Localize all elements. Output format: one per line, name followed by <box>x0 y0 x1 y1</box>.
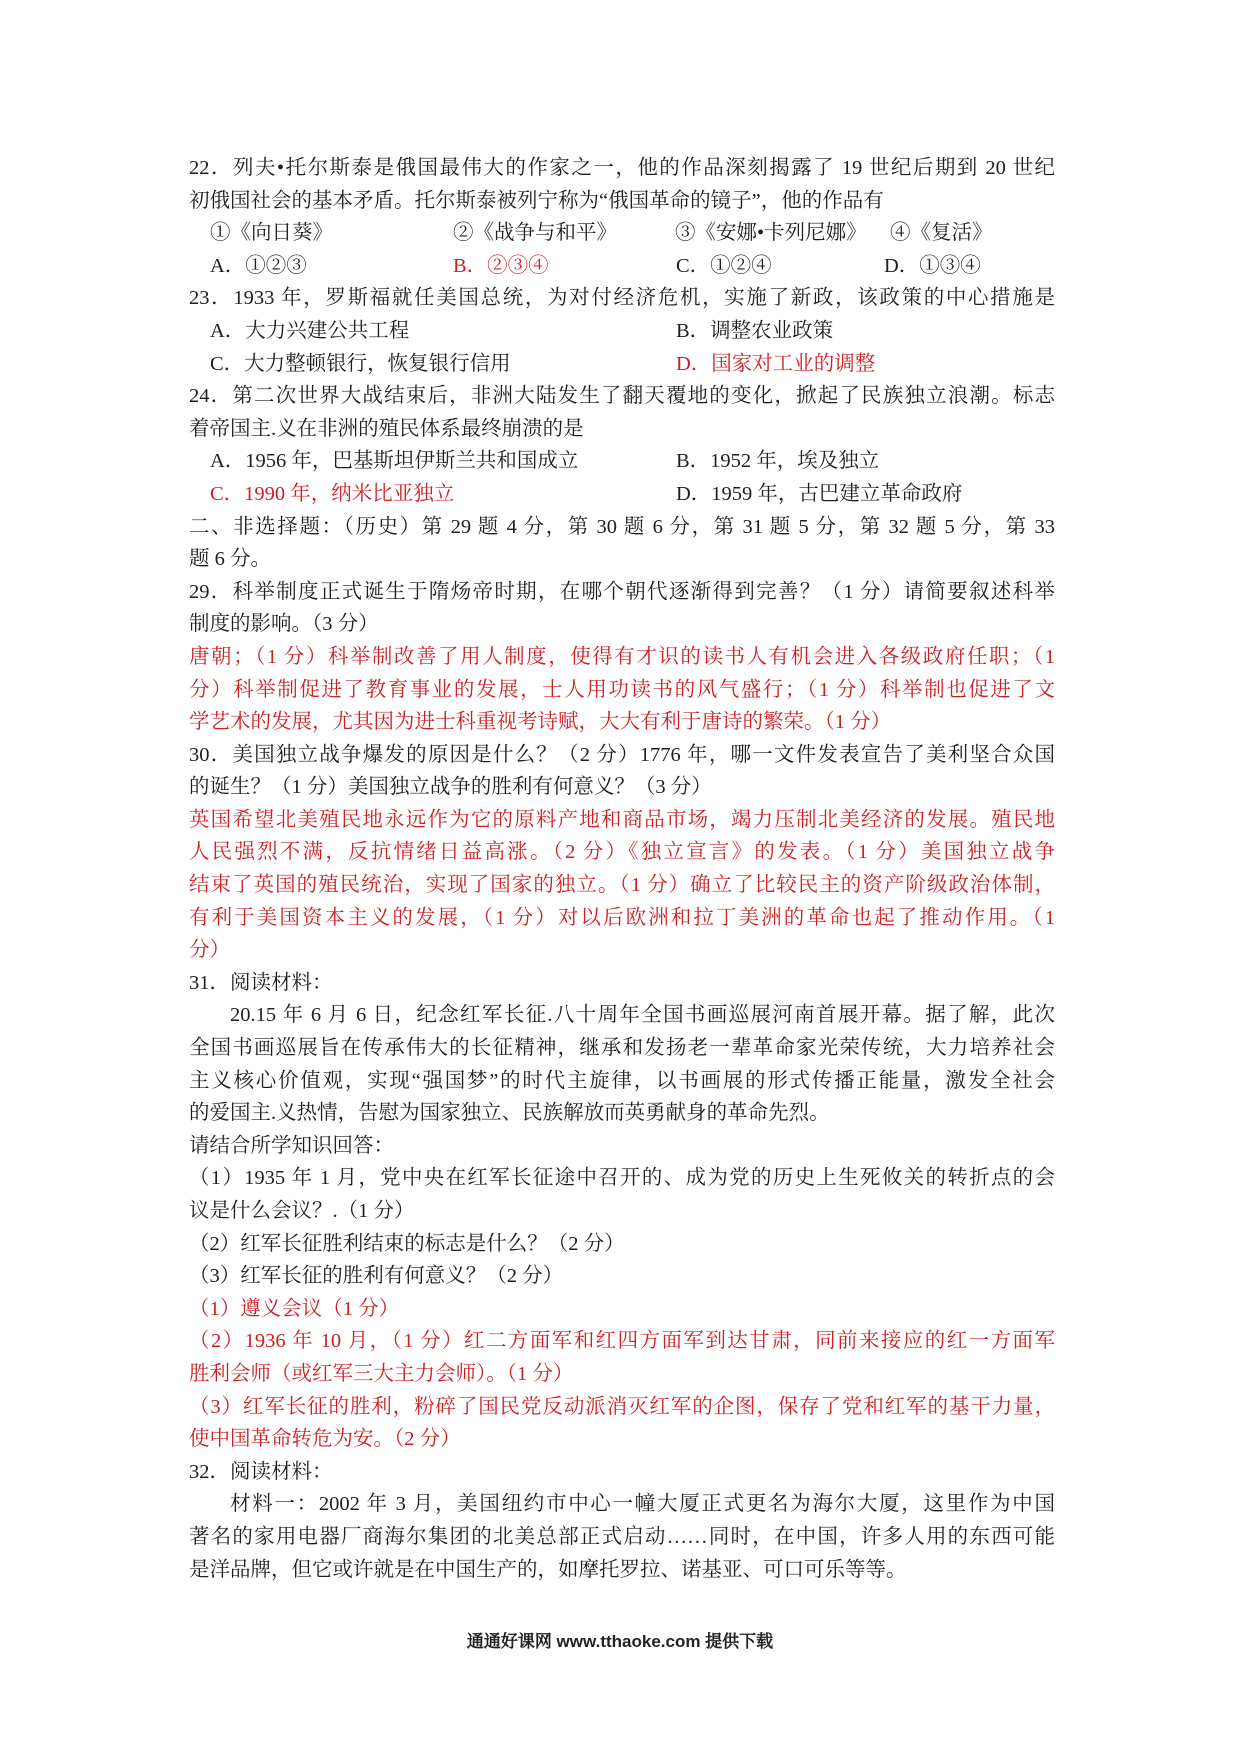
q22-options-row <box>189 250 1055 283</box>
q30-answer-line: 英国希望北美殖民地永远作为它的原料产地和商品市场，竭力压制北美经济的发展。殖民地 <box>189 808 1055 831</box>
q31-subquestion-line: （3）红军长征的胜利有何意义？（2 分） <box>189 1265 564 1288</box>
q24-option-d: D．1959 年，古巴建立革命政府 <box>676 482 963 505</box>
q24-stem-line: 着帝国主.义在非洲的殖民体系最终崩溃的是 <box>189 417 584 440</box>
q30-answer-line: 有利于美国资本主义的发展，（1 分）对以后欧洲和拉丁美洲的革命也起了推动作用。（1 <box>189 906 1055 929</box>
q24-option-b: B．1952 年，埃及独立 <box>676 450 880 473</box>
q24-option-c-answer: C．1990 年，纳米比亚独立 <box>210 482 455 505</box>
q30-stem-line: 的诞生？（1 分）美国独立战争的胜利有何意义？（3 分） <box>189 776 712 799</box>
q32-material-line: 著名的家用电器厂商海尔集团的北美总部正式启动……同时，在中国，许多人用的东西可能 <box>189 1525 1055 1548</box>
q31-answer-line: （1）遵义会议（1 分） <box>189 1297 400 1320</box>
q31-material-line: 20.15 年 6 月 6 日，纪念红军长征.八十周年全国书画巡展河南首展开幕。据了解，此次 <box>230 1004 1055 1027</box>
q30-stem-line: 30．美国独立战争爆发的原因是什么？（2 分）1776 年，哪一文件发表宣告了美利坚合众国 <box>189 743 1055 766</box>
q23-stem-line: 23．1933 年，罗斯福就任美国总统，为对付经济危机，实施了新政，该政策的中心措施是 <box>189 287 1055 310</box>
q29-answer-line: 分）科举制促进了教育事业的发展，士人用功读书的风气盛行；（1 分）科举制也促进了文 <box>189 678 1055 701</box>
section2-heading-line: 题 6 分。 <box>189 548 271 571</box>
q32-stem: 32．阅读材料： <box>189 1460 333 1483</box>
q22-item-2: ②《战争与和平》 <box>453 222 617 245</box>
q31-subquestion-line: 议是什么会议？.（1 分） <box>189 1200 415 1222</box>
q31-stem: 31．阅读材料： <box>189 971 333 994</box>
q22-item-3: ③《安娜•卡列尼娜》 <box>675 222 867 245</box>
q30-answer-line: 结束了英国的殖民统治，实现了国家的独立。（1 分）确立了比较民主的资产阶级政治体制， <box>189 874 1055 897</box>
q31-subquestion-line: （1）1935 年 1 月，党中央在红军长征途中召开的、成为党的历史上生死攸关的转折点的会 <box>189 1167 1055 1190</box>
q31-prompt: 请结合所学知识回答： <box>189 1134 394 1157</box>
q23-options-row <box>189 348 1055 381</box>
q30-answer-line: 人民强烈不满，反抗情绪日益高涨。（2 分）《独立宣言》的发表。（1 分）美国独立战争 <box>189 841 1055 864</box>
q23-option-a: A．大力兴建公共工程 <box>210 319 410 342</box>
q22-option-a: A．①②③ <box>210 254 307 277</box>
q23-option-d-answer: D．国家对工业的调整 <box>676 352 876 375</box>
q31-material-line: 主义核心价值观，实现“强国梦”的时代主旋律，以书画展的形式传播正能量，激发全社会 <box>189 1069 1055 1092</box>
q31-material-line: 的爱国主.义热情，告慰为国家独立、民族解放而英勇献身的革命先烈。 <box>189 1102 830 1125</box>
q24-options-row <box>189 445 1055 478</box>
q23-options-row <box>189 315 1055 348</box>
q29-answer-line: 唐朝；（1 分）科举制改善了用人制度，使得有才识的读书人有机会进入各级政府任职；（1 <box>189 645 1055 668</box>
q24-option-a: A．1956 年，巴基斯坦伊斯兰共和国成立 <box>210 450 579 473</box>
q22-stem-line: 22．列夫•托尔斯泰是俄国最伟大的作家之一，他的作品深刻揭露了 19 世纪后期到 20 世纪 <box>189 157 1055 179</box>
q29-stem-line: 29．科举制度正式诞生于隋炀帝时期，在哪个朝代逐渐得到完善？（1 分）请简要叙述科举 <box>189 580 1055 603</box>
footer-download-credit: 通通好课网 www.tthaoke.com 提供下载 <box>466 1632 774 1651</box>
q31-answer-line: 使中国革命转危为安。（2 分） <box>189 1428 461 1451</box>
q32-material-line: 是洋品牌，但它或许就是在中国生产的，如摩托罗拉、诺基亚、可口可乐等等。 <box>189 1558 907 1581</box>
q24-options-row <box>189 478 1055 511</box>
q22-item-1: ①《向日葵》 <box>210 222 333 245</box>
section2-heading-line: 二、非选择题：（历史）第 29 题 4 分，第 30 题 6 分，第 31 题 5 分，第 32 题 5 分，第 33 <box>189 515 1055 538</box>
q31-answer-line: （3）红军长征的胜利，粉碎了国民党反动派消灭红军的企图，保存了党和红军的基干力量， <box>189 1395 1055 1418</box>
q30-answer-line: 分） <box>189 939 230 962</box>
q29-stem-line: 制度的影响。（3 分） <box>189 613 379 636</box>
q29-answer-line: 学艺术的发展，尤其因为进士科重视考诗赋，大大有利于唐诗的繁荣。（1 分） <box>189 711 892 734</box>
q31-material-line: 全国书画巡展旨在传承伟大的长征精神，继承和发扬老一辈革命家光荣传统，大力培养社会 <box>189 1037 1055 1060</box>
q23-option-c: C．大力整顿银行，恢复银行信用 <box>210 352 511 375</box>
q22-stem-line: 初俄国社会的基本矛盾。托尔斯泰被列宁称为“俄国革命的镜子”，他的作品有 <box>189 189 884 212</box>
exam-page-body <box>189 152 1055 1586</box>
q31-answer-line: 胜利会师（或红军三大主力会师）。（1 分） <box>189 1362 574 1385</box>
q22-option-d: D．①③④ <box>884 254 981 277</box>
q32-material-line: 材料一：2002 年 3 月，美国纽约市中心一幢大厦正式更名为海尔大厦，这里作为中国 <box>230 1493 1055 1516</box>
q22-option-b-answer: B．②③④ <box>453 254 549 277</box>
q24-stem-line: 24．第二次世界大战结束后，非洲大陆发生了翻天覆地的变化，掀起了民族独立浪潮。标志 <box>189 385 1055 408</box>
q22-items-row <box>189 217 1055 250</box>
q31-subquestion-line: （2）红军长征胜利结束的标志是什么？（2 分） <box>189 1232 625 1255</box>
q31-answer-line: （2）1936 年 10 月，（1 分）红二方面军和红四方面军到达甘肃，同前来接应的红一方面军 <box>189 1330 1055 1353</box>
q22-option-c: C．①②④ <box>676 254 772 277</box>
q22-item-4: ④《复活》 <box>890 222 993 245</box>
q23-option-b: B．调整农业政策 <box>676 319 834 342</box>
